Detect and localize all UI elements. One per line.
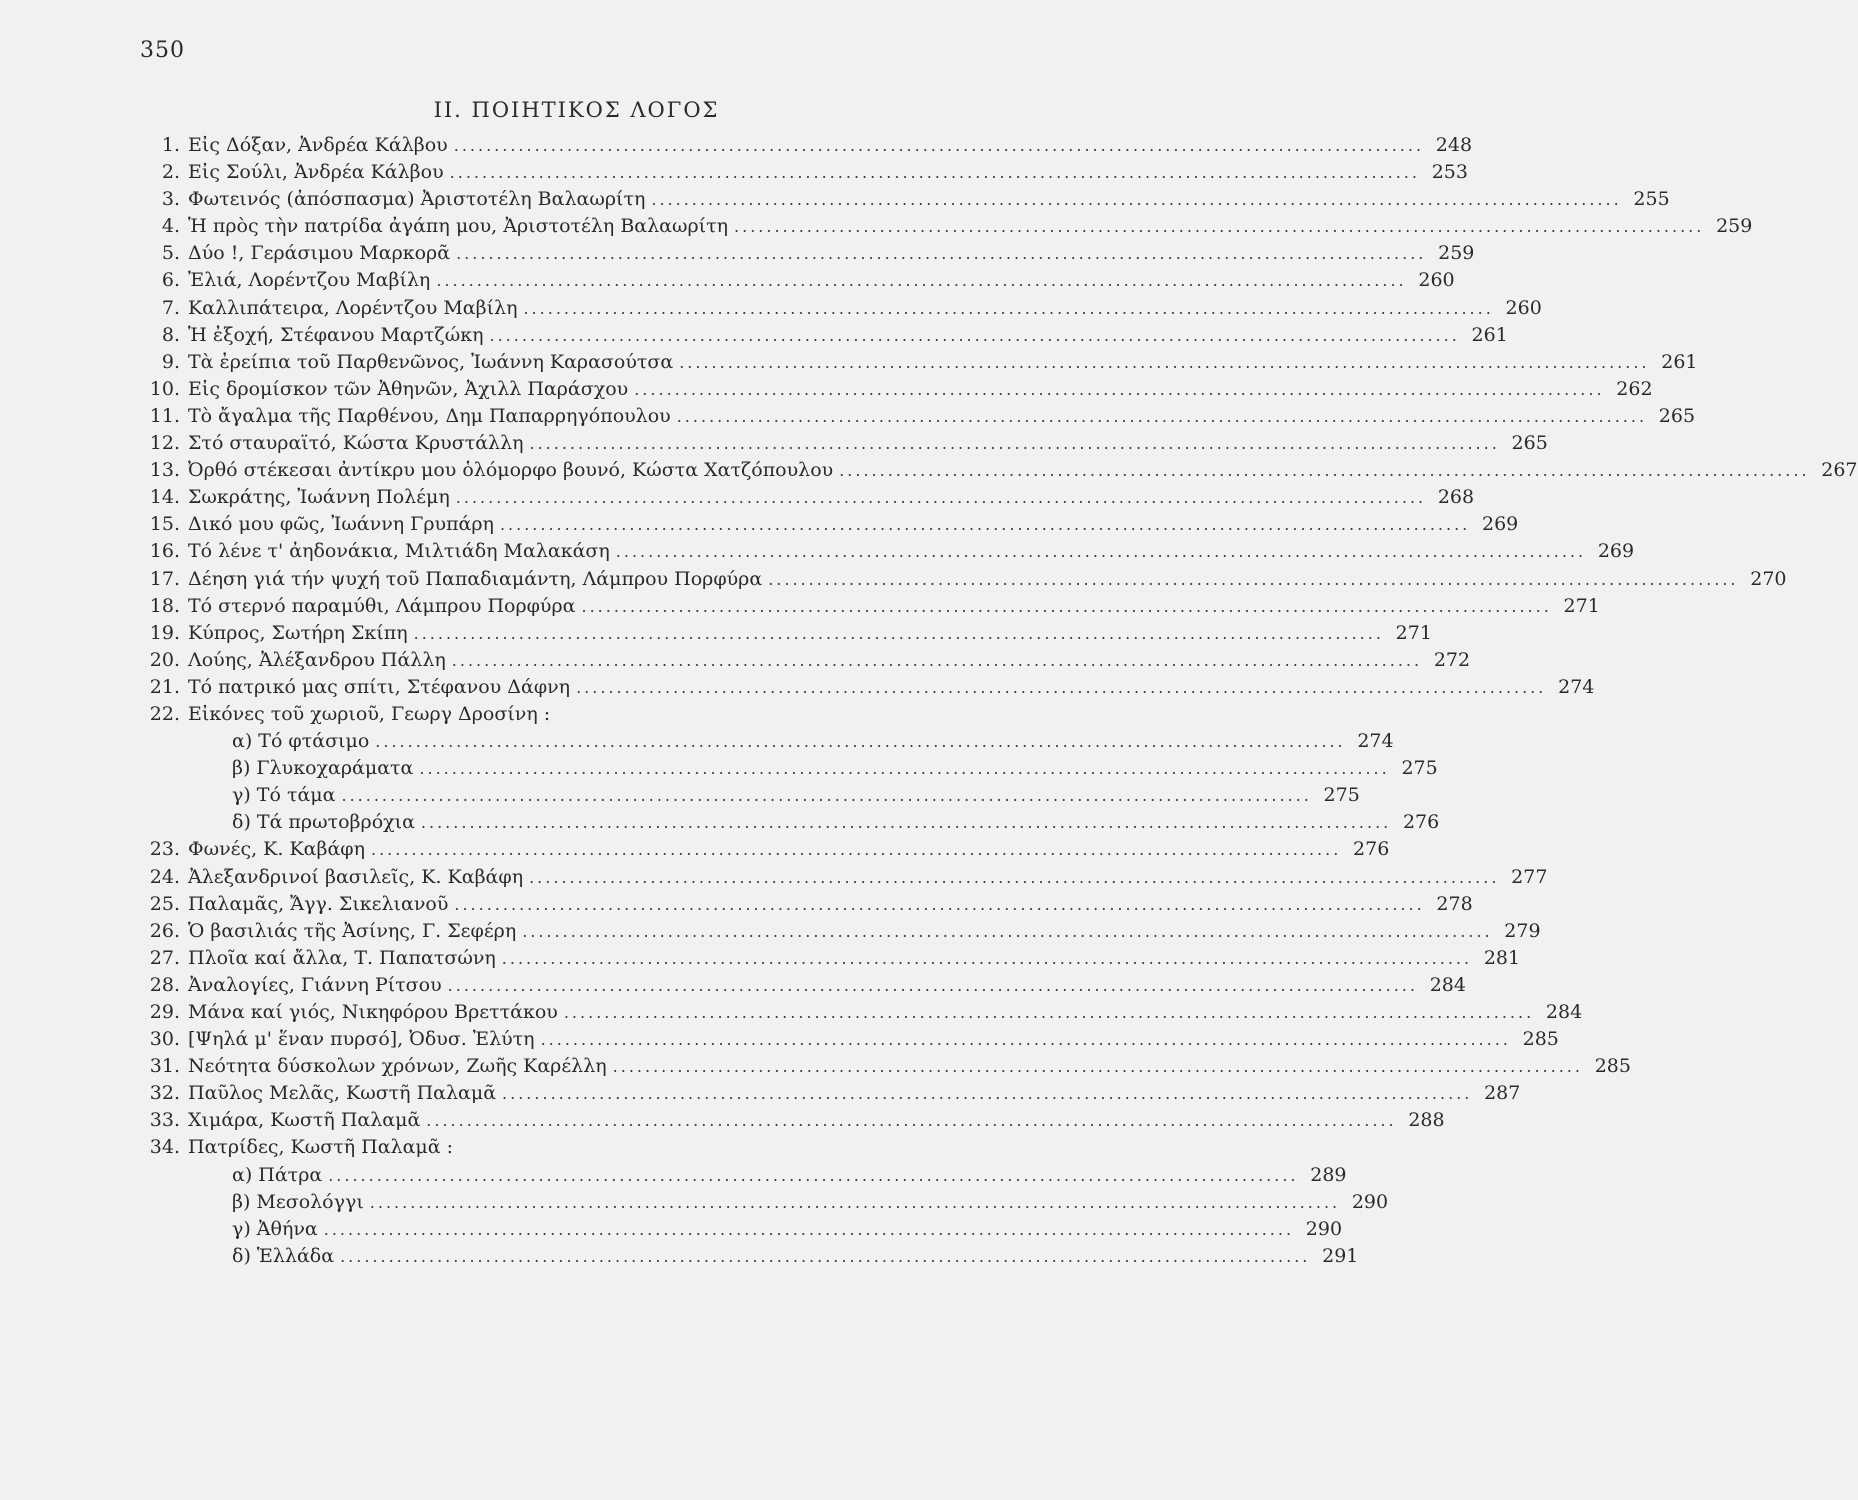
dot-leader: ........................................................................................................................ [340,1246,1311,1266]
dot-leader: ........................................................................................................................ [453,136,1425,155]
entry-page: 269 [1597,540,1635,563]
dot-leader: ........................................................................................................................ [563,1003,1535,1022]
dot-leader: ........................................................................................................................ [341,786,1312,806]
toc-entry [130,566,1787,593]
entry-number: 19. [149,621,180,644]
dot-leader: ........................................................................................................................ [734,217,1705,237]
entry-number: 18. [149,594,180,617]
dot-leader: ........................................................................................................................ [419,759,1390,779]
entry-page: 285 [1522,1028,1559,1051]
entry-title: Λούης, Ἀλέξανδρου Πάλλη [188,648,446,671]
entry-page: 285 [1594,1055,1631,1078]
dot-leader: ........................................................................................................................ [413,623,1384,643]
dot-leader: ........................................................................................................................ [420,813,1392,833]
entry-title: Δέηση γιά τήν ψυχή τοῦ Παπαδιαμάντη, Λάμπρου Πορφύρα [188,567,763,590]
entry-page: 260 [1418,269,1455,292]
dot-leader: ........................................................................................................................ [612,1057,1583,1077]
dot-leader: ........................................................................................................................ [328,1165,1299,1185]
entry-title: Κύπρος, Σωτήρη Σκίπη [188,621,408,644]
entry-number: 9. [161,350,180,373]
entry-page: 259 [1716,215,1753,238]
entry-title: Σωκράτης, Ἰωάννη Πολέμη [188,486,450,509]
entry-title: Εἰς Σούλι, Ἀνδρέα Κάλβου [188,161,444,184]
entry-page: 288 [1408,1109,1445,1132]
entry-page: 262 [1616,377,1653,400]
entry-page: 248 [1435,134,1473,156]
entry-title: Φωνές, Κ. Καβάφη [188,838,365,861]
entry-number: 7. [161,296,180,319]
dot-leader: ........................................................................................................................ [436,271,1407,291]
entry-page: 255 [1633,188,1670,211]
toc-entry [130,349,1698,376]
entry-page: 276 [1402,811,1440,834]
entry-number: 15. [149,513,180,536]
toc-entry [130,945,1521,972]
entry-page: 271 [1395,621,1432,644]
page-number: 350 [140,38,185,63]
entry-title: δ) Ἑλλάδα [232,1244,335,1267]
dot-leader: ........................................................................................................................ [426,1111,1397,1131]
entry-number: 10. [149,377,180,400]
entry-title: Δύο !, Γεράσιμου Μαρκορᾶ [188,242,451,265]
entry-page: 261 [1471,323,1508,346]
entry-title: δ) Τά πρωτοβρόχια [232,811,415,834]
dot-leader: ........................................................................................................................ [323,1219,1295,1239]
dot-leader: ........................................................................................................................ [375,732,1346,752]
entry-page: 284 [1429,973,1466,996]
toc-entry [130,403,1696,430]
dot-leader: ........................................................................................................................ [529,434,1500,454]
entry-number: 6. [161,269,180,292]
entry-number: 24. [149,865,180,888]
entry-number: 17. [149,567,180,590]
entry-page: 291 [1322,1244,1359,1267]
dot-leader: ........................................................................................................................ [522,921,1493,941]
entry-title: Πατρίδες, Κωστῆ Παλαμᾶ : [188,1136,454,1159]
entry-title: Τό πατρικό μας σπίτι, Στέφανου Δάφνη [188,675,571,698]
entry-title: Καλλιπάτειρα, Λορέντζου Μαβίλη [188,296,518,319]
toc-entry [130,647,1471,674]
dot-leader: ........................................................................................................................ [502,1084,1473,1104]
toc-entry [130,1107,1445,1134]
entry-title: Δικό μου φῶς, Ἰωάννη Γρυπάρη [188,513,494,536]
entry-number: 20. [149,648,180,671]
toc-entry [130,701,990,728]
entry-number: 29. [149,1001,180,1023]
entry-page: 287 [1484,1082,1521,1105]
entry-title: Εἰς δρομίσκον τῶν Ἀθηνῶν, Ἀχιλλ Παράσχου [188,377,629,400]
entry-page: 284 [1545,1001,1583,1023]
entry-title: α) Πάτρα [232,1163,323,1186]
entry-page: 253 [1431,161,1468,184]
toc-entry [130,864,1548,891]
dot-leader: ........................................................................................................................ [370,840,1342,860]
entry-title: Ἡ ἐξοχή, Στέφανου Μαρτζώκη [188,323,484,346]
dot-leader: ........................................................................................................................ [501,948,1473,968]
toc-entry [130,1134,990,1161]
entry-title: Τὸ ἄγαλμα τῆς Παρθένου, Δημ Παπαρρηγόπουλου [188,404,671,427]
entry-number: 22. [149,702,180,725]
entry-page: 259 [1438,242,1475,265]
entry-page: 289 [1310,1163,1347,1186]
entry-title: α) Τό φτάσιμο [232,730,370,753]
dot-leader: ........................................................................................................................ [456,244,1427,264]
dot-leader: ........................................................................................................................ [768,569,1739,589]
toc-entry [130,430,1548,457]
entry-number: 4. [161,215,180,238]
toc-entry [130,538,1635,565]
section-title: ΙΙ. ΠΟΙΗΤΙΚΟΣ ΛΟΓΟΣ [433,98,720,122]
toc-entry [130,972,1466,999]
entry-title: γ) Ἀθήνα [232,1217,318,1240]
entry-number: 34. [149,1136,180,1159]
entry-number: 13. [149,459,180,482]
dot-leader: ........................................................................................................................ [455,488,1427,508]
entry-page: 279 [1504,919,1541,942]
toc-entry [130,376,1653,403]
entry-title: Μάνα καί γιός, Νικηφόρου Βρεττάκου [188,1001,558,1023]
toc-subentry [130,782,1360,809]
toc-entry [130,1080,1521,1107]
entry-page: 267 [1821,459,1858,482]
entry-number: 5. [161,242,180,265]
toc-entry [130,1053,1631,1080]
toc-entry [130,295,1542,322]
entry-number: 3. [161,188,180,211]
dot-leader: ........................................................................................................................ [369,1192,1341,1212]
dot-leader: ........................................................................................................................ [839,461,1810,481]
entry-title: Πλοῖα καί ἄλλα, Τ. Παπατσώνη [188,946,496,969]
entry-title: Ἀναλογίες, Γιάννη Ρίτσου [188,973,442,996]
entry-title: Ὁ βασιλιάς τῆς Ἀσίνης, Γ. Σεφέρη [188,919,517,942]
dot-leader: ........................................................................................................................ [540,1030,1511,1050]
entry-title: Φωτεινός (ἀπόσπασμα) Ἀριστοτέλη Βαλαωρίτη [188,188,646,211]
entry-title: β) Γλυκοχαράματα [232,757,414,780]
dot-leader: ........................................................................................................................ [581,596,1552,616]
dot-leader: ........................................................................................................................ [449,163,1420,183]
toc-entry [130,267,1455,294]
entry-title: Χιμάρα, Κωστῆ Παλαμᾶ [188,1109,421,1132]
toc-subentry [130,1243,1359,1270]
toc-subentry [130,755,1438,782]
toc-subentry [130,1216,1343,1243]
toc-entry [130,213,1753,240]
entry-number: 8. [161,323,180,346]
entry-page: 269 [1482,513,1519,536]
dot-leader: ........................................................................................................................ [615,542,1587,562]
entry-page: 281 [1483,946,1521,969]
entry-title: Ἡ πρὸς τὴν πατρίδα ἀγάπη μου, Ἀριστοτέλη Βαλαωρίτη [188,215,729,238]
entry-page: 271 [1563,594,1600,617]
toc-entry [130,159,1468,186]
toc-entry [130,186,1670,213]
entry-number: 1. [161,134,180,156]
entry-page: 278 [1436,892,1473,915]
dot-leader: ........................................................................................................................ [523,298,1494,318]
entry-page: 261 [1661,350,1698,373]
entry-title: Παλαμᾶς, Ἄγγ. Σικελιανοῦ [188,892,449,915]
entry-title: Στό σταυραϊτό, Κώστα Κρυστάλλη [188,432,524,455]
table-of-contents [130,132,1858,1270]
toc-entry [130,511,1519,538]
dot-leader: ........................................................................................................................ [651,190,1622,210]
entry-title: Παῦλος Μελᾶς, Κωστῆ Παλαμᾶ [188,1082,497,1105]
entry-page: 276 [1353,838,1390,861]
entry-title: Εἰκόνες τοῦ χωριοῦ, Γεωργ Δροσίνη : [188,702,551,725]
toc-entry [130,593,1600,620]
entry-page: 265 [1511,432,1548,455]
entry-title: Τό λένε τ' ἀηδονάκια, Μιλτιάδη Μαλακάση [188,540,610,563]
entry-page: 275 [1323,784,1360,807]
toc-subentry [130,728,1394,755]
entry-page: 272 [1433,648,1471,671]
dot-leader: ........................................................................................................................ [676,406,1648,426]
toc-entry [130,240,1475,267]
toc-subentry [130,809,1440,836]
entry-number: 30. [149,1028,180,1051]
entry-number: 21. [149,675,180,698]
dot-leader: ........................................................................................................................ [447,975,1418,995]
toc-entry [130,484,1475,511]
toc-subentry [130,1189,1389,1216]
entry-page: 290 [1351,1190,1389,1213]
entry-page: 270 [1750,567,1787,590]
entry-number: 11. [149,404,180,427]
entry-number: 23. [149,838,180,861]
entry-number: 32. [149,1082,180,1105]
entry-title: Ὀρθό στέκεσαι ἀντίκρυ μου ὁλόμορφο βουνό, Κώστα Χατζόπουλου [188,459,834,482]
entry-page: 274 [1558,675,1595,698]
entry-title: Νεότητα δύσκολων χρόνων, Ζωῆς Καρέλλη [188,1055,607,1078]
dot-leader: ........................................................................................................................ [634,379,1605,399]
entry-page: 260 [1505,296,1542,319]
entry-number: 16. [149,540,180,563]
entry-title: [Ψηλά μ' ἕναν πυρσό], Ὀδυσ. Ἐλύτη [188,1028,535,1051]
entry-number: 31. [149,1055,180,1078]
entry-number: 27. [149,946,180,969]
entry-number: 28. [149,973,180,996]
entry-number: 14. [149,486,180,509]
entry-page: 265 [1658,404,1696,427]
entry-page: 277 [1511,865,1548,888]
toc-subentry [130,1162,1347,1189]
entry-number: 2. [161,161,180,184]
toc-entry [130,674,1595,701]
entry-page: 268 [1437,486,1475,509]
entry-title: Εἰς Δόξαν, Ἀνδρέα Κάλβου [188,134,448,156]
dot-leader: ........................................................................................................................ [451,650,1423,670]
entry-number: 12. [149,432,180,455]
entry-page: 274 [1357,730,1394,753]
toc-entry [130,132,1473,159]
entry-title: Τὰ ἐρείπια τοῦ Παρθενῶνος, Ἰωάννη Καρασούτσα [188,350,674,373]
entry-title: γ) Τό τάμα [232,784,336,807]
entry-number: 25. [149,892,180,915]
toc-entry [130,457,1858,484]
toc-entry [130,999,1583,1026]
entry-number: 26. [149,919,180,942]
toc-entry [130,891,1473,918]
toc-entry [130,322,1508,349]
entry-number: 33. [149,1109,180,1132]
toc-entry [130,836,1390,863]
dot-leader: ........................................................................................................................ [454,894,1425,914]
entry-title: Τό στερνό παραμύθι, Λάμπρου Πορφύρα [188,594,576,617]
dot-leader: ........................................................................................................................ [529,867,1500,887]
entry-title: Ἐλιά, Λορέντζου Μαβίλη [188,269,431,292]
entry-page: 290 [1305,1217,1343,1240]
entry-title: Ἀλεξανδρινοί βασιλεῖς, Κ. Καβάφη [188,865,524,888]
entry-title: β) Μεσολόγγι [232,1190,364,1213]
entry-page: 275 [1401,757,1438,780]
dot-leader: ........................................................................................................................ [499,515,1471,535]
toc-entry [130,918,1541,945]
toc-entry [130,620,1432,647]
dot-leader: ........................................................................................................................ [576,677,1547,697]
toc-entry [130,1026,1559,1053]
dot-leader: ........................................................................................................................ [489,325,1460,345]
dot-leader: ........................................................................................................................ [679,352,1650,372]
